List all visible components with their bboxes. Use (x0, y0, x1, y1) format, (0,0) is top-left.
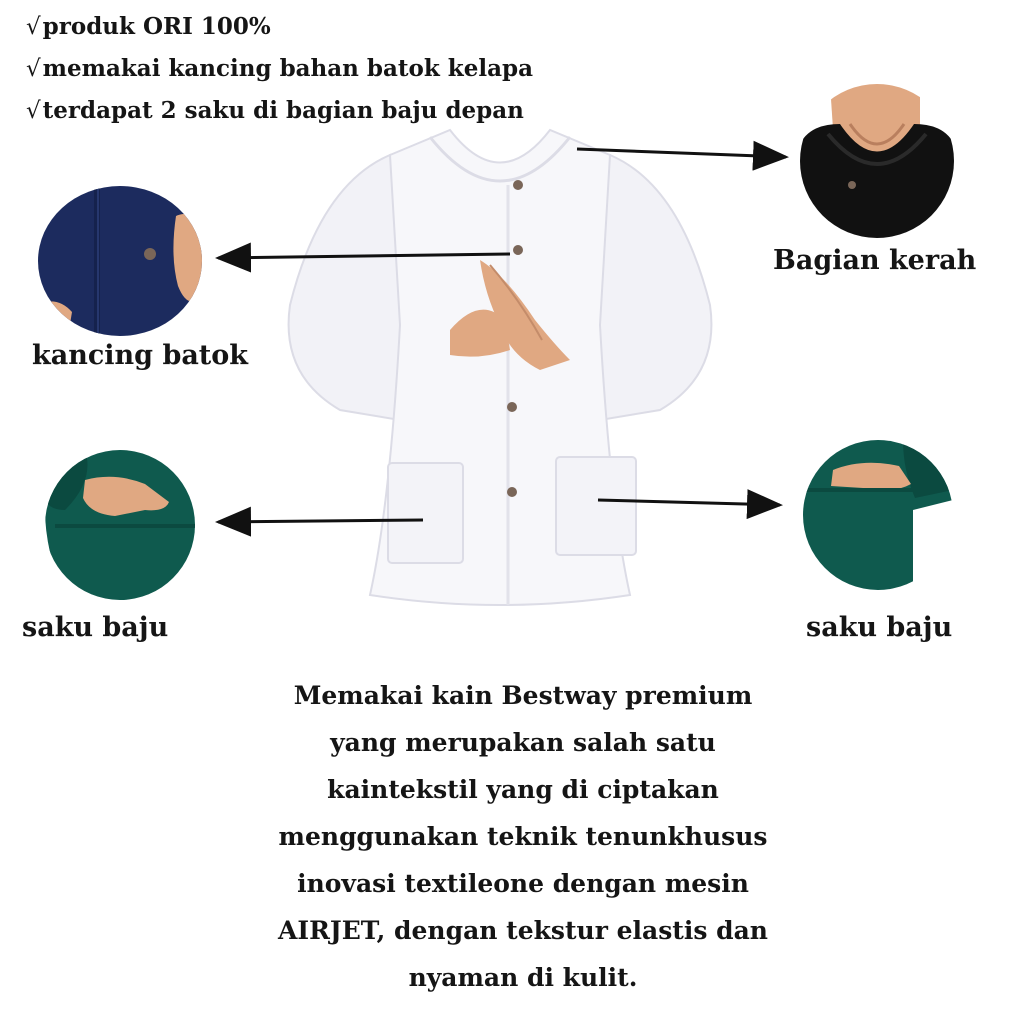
feature-item (26, 6, 533, 48)
button-label: kancing batok (32, 340, 248, 371)
description-line: nyaman di kulit. (408, 963, 638, 992)
collar-label: Bagian kerah (773, 245, 977, 276)
pocket-right-label: saku baju (806, 612, 953, 643)
check-icon: √ (26, 56, 41, 82)
feature-text: terdapat 2 saku di bagian baju depan (42, 97, 524, 124)
button-detail-image (38, 186, 202, 336)
description-line: menggunakan teknik tenunkhusus (278, 822, 768, 851)
description-line: Memakai kain Bestway premium (293, 681, 753, 710)
feature-text: memakai kancing bahan batok kelapa (42, 55, 533, 82)
description-line: yang merupakan salah satu (330, 728, 716, 757)
description-line: AIRJET, dengan tekstur elastis dan (278, 916, 768, 945)
pocket-left-label: saku baju (22, 612, 169, 643)
feature-item (26, 48, 533, 90)
feature-text: produk ORI 100% (42, 13, 271, 40)
pocket-left-detail-image (45, 450, 195, 600)
shirt-image (280, 125, 720, 620)
description-line: inovasi textileone dengan mesin (297, 869, 749, 898)
product-description (200, 672, 846, 1001)
pocket-right-detail-image (803, 440, 953, 590)
collar-detail-image (800, 84, 954, 238)
feature-list (26, 6, 533, 132)
check-icon: √ (26, 14, 41, 40)
description-line: kaintekstil yang di ciptakan (327, 775, 719, 804)
check-icon: √ (26, 98, 41, 124)
